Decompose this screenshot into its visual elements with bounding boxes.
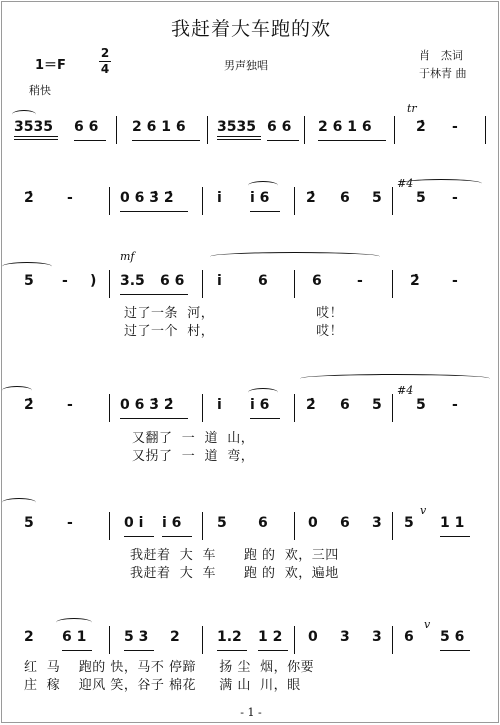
lyric-line-1: 红 马 跑的 快，马不 停蹄 扬 尘 烟，你要: [24, 660, 315, 675]
note: 5: [24, 273, 34, 289]
breath-mark: v: [420, 504, 427, 517]
slur: [210, 252, 380, 261]
bar-line: [304, 116, 305, 144]
bar-line: [392, 270, 393, 298]
lyric-line-1: 我赶着 大 车 跑 的 欢，三四: [130, 548, 339, 563]
note-group: 3.5: [120, 273, 145, 289]
note-dash: -: [452, 273, 458, 289]
repeat-close: ): [90, 273, 97, 289]
bar-line: [392, 394, 393, 422]
beam: [14, 136, 58, 137]
beam: [120, 211, 188, 212]
beam: [124, 650, 154, 651]
slur: [248, 181, 278, 190]
slur: [2, 262, 52, 271]
bar-line: [116, 116, 117, 144]
bar-line: [109, 270, 110, 298]
key-signature: 1＝F: [35, 58, 66, 73]
bar-line: [109, 187, 110, 215]
slur: [12, 110, 36, 119]
beam: [124, 536, 154, 537]
slur: [400, 179, 482, 188]
note: 2̇: [416, 119, 426, 135]
note: 5: [217, 515, 227, 531]
note-dash: -: [452, 397, 458, 413]
note: i: [217, 397, 222, 413]
bar-line: [392, 626, 393, 654]
note-group: 6 1: [62, 629, 87, 645]
note-dash: -: [357, 273, 363, 289]
note-dash: -: [62, 273, 68, 289]
bar-line: [109, 394, 110, 422]
note: 2: [24, 629, 34, 645]
beam: [217, 136, 261, 137]
note: 2̇: [24, 397, 34, 413]
beam: [440, 650, 470, 651]
tempo-marking: 稍快: [29, 84, 51, 97]
bar-line: [485, 116, 486, 144]
dynamic-mark: mf: [120, 250, 135, 263]
note-group: 1.2: [217, 629, 242, 645]
composer-credit: 于林青 曲: [419, 67, 467, 80]
note-dash: -: [452, 119, 458, 135]
song-title: 我赶着大车跑的欢: [170, 18, 331, 40]
bar-line: [207, 116, 208, 144]
note: i: [217, 273, 222, 289]
note: 5: [416, 397, 426, 413]
note-group: 3535: [217, 119, 256, 135]
beam: [162, 536, 192, 537]
meter-top: 2: [100, 46, 110, 60]
note: 6: [340, 515, 350, 531]
beam: [74, 140, 106, 141]
beam: [258, 650, 288, 651]
lyric-line-2: 又拐了 一 道 弯，: [132, 449, 255, 464]
note-dash: -: [67, 515, 73, 531]
note: 3: [340, 629, 350, 645]
score-system-6: [12, 618, 492, 656]
beam: [318, 140, 386, 141]
note-group: 0 i: [124, 515, 144, 531]
note-dash: -: [67, 190, 73, 206]
bar-line: [294, 187, 295, 215]
bar-line: [202, 626, 203, 654]
lyric-line-1: 过了一条 河， 哎！: [124, 306, 344, 321]
bar-line: [294, 512, 295, 540]
slur: [56, 618, 92, 627]
score-page: [1, 1, 499, 723]
beam: [132, 140, 200, 141]
lyric-line-1: 又翻了 一 道 山，: [132, 431, 255, 446]
bar-line: [294, 626, 295, 654]
bar-line: [294, 394, 295, 422]
note-group: 2 6 1 6: [318, 119, 372, 135]
note: 6: [340, 397, 350, 413]
note: 2̇: [24, 190, 34, 206]
grace-mark: #4: [397, 177, 414, 190]
bar-line: [394, 116, 395, 144]
note-group: 6 6: [267, 119, 292, 135]
grace-mark: #4: [397, 384, 414, 397]
note: 5: [404, 515, 414, 531]
bar-line: [202, 512, 203, 540]
note-group: 1 2: [258, 629, 283, 645]
lyric-line-2: 我赶着 大 车 跑 的 欢，遍地: [130, 566, 339, 581]
note: 6: [404, 629, 414, 645]
note-group: 3535: [14, 119, 53, 135]
score-system-2: [12, 177, 492, 217]
note: 6: [340, 190, 350, 206]
note: 5: [372, 190, 382, 206]
bar-line: [109, 512, 110, 540]
beam: [14, 139, 58, 140]
slur: [2, 498, 36, 507]
lyric-line-2: 过了一个 村， 哎！: [124, 324, 344, 339]
note-group: 5 3: [124, 629, 149, 645]
note-group: 6 6: [160, 273, 185, 289]
note: 6: [312, 273, 322, 289]
slur: [2, 386, 32, 395]
trill-mark: tr: [407, 102, 417, 115]
note: 3: [372, 629, 382, 645]
note-group: 0 6 3̇ 2̇: [120, 190, 174, 206]
bar-line: [202, 187, 203, 215]
beam: [250, 418, 280, 419]
beam: [440, 536, 470, 537]
note-group: i 6: [250, 190, 270, 206]
beam: [217, 139, 261, 140]
bar-line: [392, 187, 393, 215]
note-dash: -: [452, 190, 458, 206]
note-group: 5 6: [440, 629, 465, 645]
bar-line: [202, 270, 203, 298]
note-group: 1 1: [440, 515, 465, 531]
score-system-3: [12, 250, 492, 300]
score-system-5: [12, 504, 492, 542]
bar-line: [392, 512, 393, 540]
note-dash: -: [67, 397, 73, 413]
note-group: 2 6 1 6: [132, 119, 186, 135]
beam: [120, 294, 188, 295]
lyricist-credit: 肖 杰词: [419, 49, 463, 62]
note: 2̇: [410, 273, 420, 289]
bar-line: [202, 394, 203, 422]
performance-note: 男声独唱: [224, 59, 268, 72]
note: 0: [308, 629, 318, 645]
beam: [250, 211, 280, 212]
score-system-4: [12, 384, 492, 424]
beam: [120, 418, 188, 419]
note: 0: [308, 515, 318, 531]
lyric-line-2: 庄 稼 迎风 笑，谷子 棉花 满 山 川，眼: [24, 678, 301, 693]
note: 6: [258, 273, 268, 289]
bar-line: [294, 270, 295, 298]
note: 6: [258, 515, 268, 531]
note-group: i 6: [162, 515, 182, 531]
beam: [62, 650, 92, 651]
meter-bottom: 4: [100, 62, 110, 76]
beam: [217, 650, 247, 651]
note: 5: [24, 515, 34, 531]
note: 5: [372, 397, 382, 413]
note: i: [217, 190, 222, 206]
breath-mark: v: [424, 618, 431, 631]
time-signature: [99, 47, 111, 76]
note-group: i 6: [250, 397, 270, 413]
note: 3: [372, 515, 382, 531]
page-number: - 1 -: [240, 706, 262, 719]
note: 2̇: [306, 190, 316, 206]
beam: [267, 140, 299, 141]
note: 2: [170, 629, 180, 645]
note-group: 6 6: [74, 119, 99, 135]
bar-line: [109, 626, 110, 654]
slur: [248, 388, 278, 397]
score-system-1: [12, 102, 492, 146]
note: 5: [416, 190, 426, 206]
slur: [300, 374, 490, 383]
note: 2̇: [306, 397, 316, 413]
note-group: 0 6 3̇ 2̇: [120, 397, 174, 413]
